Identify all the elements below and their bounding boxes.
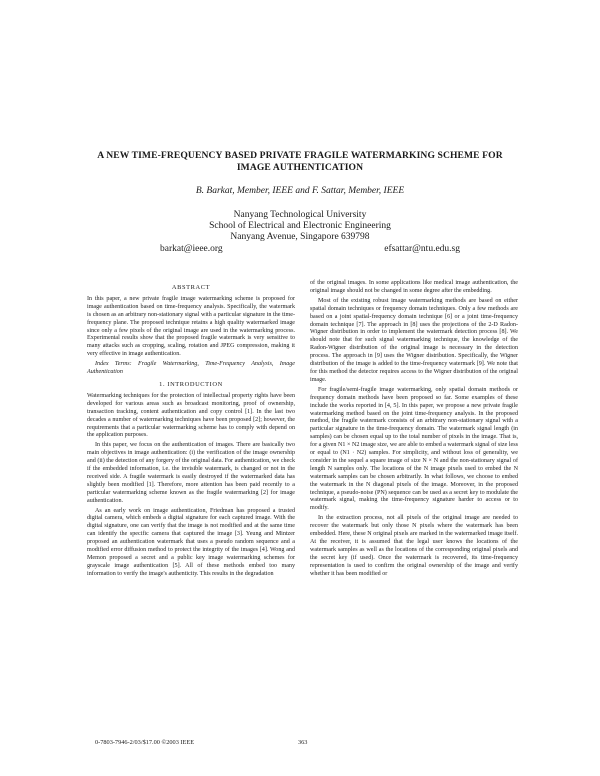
keywords: Index Terms: Fragile Watermarking, Time-Frequency Analysis, Image Authentication: [87, 361, 295, 376]
paper-title: [40, 150, 560, 174]
abstract-heading: ABSTRACT: [171, 284, 211, 291]
affiliation: [40, 210, 560, 243]
emails: [160, 244, 460, 254]
intro-paragraph-2: In this paper, we focus on the authentication of images. There are basically two main objectives in image authentication: (i) the verification of the image ownership and (ii) the detection of any forgery of the original data. For authentication, we check if the embedded information, i.e. the invisible watermark, is changed or not in the received side. A fragile watermark is easily destroyed if the watermarked data has slightly been modified [1]. Therefore, more attention has been paid recently to a particular watermarking scheme known as the fragile watermarking [2] for image authentication.: [87, 442, 296, 504]
intro-heading: 1. INTRODUCTION: [159, 380, 223, 388]
affiliation-line-1: Nanyang Technological University: [233, 210, 367, 220]
email-left: barkat@ieee.org: [160, 244, 223, 254]
authors: B. Barkat, Member, IEEE and F. Sattar, Member, IEEE: [195, 186, 405, 196]
left-column: [87, 280, 295, 581]
right-paragraph-4: In the extraction process, not all pixels of the original image are needed to recover the watermark but only those N pixels where the watermark has been embedded. Here, these N original pixels are marked in the watermarked image itself. At the receiver, it is assumed that the legal user knows the locations of the watermark samples as well as the locations of the corresponding original pixels and the secret key (if used). Once the watermark is recovered, its time-frequency representation is used to confirm the original ownership of the image and verify whether it has been modified or: [310, 515, 518, 577]
abstract-text: In this paper, a new private fragile image watermarking scheme is proposed for image authentication based on time-frequency analysis. Specifically, the watermark is chosen as an arbitrary non-stationary signal with a particular signature in the time-frequency plane. The proposed technique retains a high quality watermarked image since only a few pixels of the original image are used in the watermarking process. Experimental results show that the proposed fragile watermark is very sensitive to many attacks such as cropping, scaling, rotation and JPEG compression, making it very effective in image authentication.: [87, 295, 295, 358]
intro-paragraph-3: As an early work on image authentication, Friedman has proposed a trusted digital camera, which embeds a digital signature for each captured image. With the digital signature, one can verify that the image is not modified and at the same time can identify the specific camera that captured the image [3]. Yeung and Mintzer proposed an authentication watermark that uses a pseudo random sequence and a modified error diffusion method to protect the integrity of the images [4]. Wong and Memon proposed a secret and a public key image watermarking schemes for grayscale image authentication [5]. All of these methods embed too many information to verify the image's authenticity. This results in the degradation: [87, 507, 295, 577]
title-line-1: A NEW TIME-FREQUENCY BASED PRIVATE FRAGILE WATERMARKING SCHEME FOR: [97, 150, 503, 161]
right-paragraph-3: For fragile/semi-fragile image watermarking, only spatial domain methods or frequency domain methods have been proposed so far. Some examples of these include the works reported in [4, 5]. In this paper, we propose a new private fragile watermarking method based on the joint time-frequency analysis. In the proposed method, the fragile watermark consists of an arbitrary non-stationary signal with a particular signature in the time-frequency domain. The watermark signal length (in samples) can be chosen equal up to the total number of pixels in the image. That is, for a given N1 × N2 image size, we are able to embed a watermark signal of size less or equal to (N1 · N2) samples. For simplicity, and without loss of generality, we consider in the sequel a square image of size N × N and the non-stationary signal of length N samples only. The locations of the N image pixels used to embed the N watermark samples can be chosen arbitrarily. In what follows, we choose to embed the watermark in the N diagonal pixels of the image. Moreover, in the proposed technique, a pseudo-noise (PN) sequence can be used as a secret key to modulate the watermark signal, making the time-frequency signature harder to access or to modify.: [310, 386, 518, 512]
right-paragraph-2: Most of the existing robust image watermarking methods are based on either spatial domain techniques or frequency domain techniques. Only a few methods are based on a joint spatial-frequency domain technique [6] or a joint time-frequency domain technique [7]. The approach in [8] uses the projections of the 2-D Radon-Wigner distribution in order to implement the watermark detection process [8]. We should note that for such signal watermarking technique, the knowledge of the Radon-Wigner distribution of the original image is necessary in the detection process. The approach in [9] uses the Wigner distribution. Specifically, the Wigner distribution of the image is added to the time-frequency watermark [9]. We note that for this method the detector requires access to the Wigner distribution of the original image.: [310, 297, 518, 383]
footer-isbn: 0-7803-7946-2/03/$17.00 ©2003 IEEE: [95, 739, 195, 746]
right-column: [310, 280, 518, 581]
title-line-2: IMAGE AUTHENTICATION: [236, 162, 364, 173]
affiliation-line-2: School of Electrical and Electronic Engineering: [209, 221, 391, 231]
page-number: 363: [298, 739, 308, 746]
email-right: efsattar@ntu.edu.sg: [384, 244, 460, 254]
right-paragraph-1: of the original images. In some applications like medical image authentication, the original image should not be changed in some degree after the embedding.: [310, 280, 518, 294]
affiliation-line-3: Nanyang Avenue, Singapore 639798: [230, 232, 370, 242]
intro-paragraph-1: Watermarking techniques for the protection of intellectual property rights have been developed for various areas such as broadcast monitoring, proof of ownership, transaction tracking, content authentication and copy control [1]. In the last two decades a number of watermarking techniques have been proposed [2]; however, the requirements that a particular watermarking scheme has to comply with depend on the application purposes.: [87, 392, 295, 439]
